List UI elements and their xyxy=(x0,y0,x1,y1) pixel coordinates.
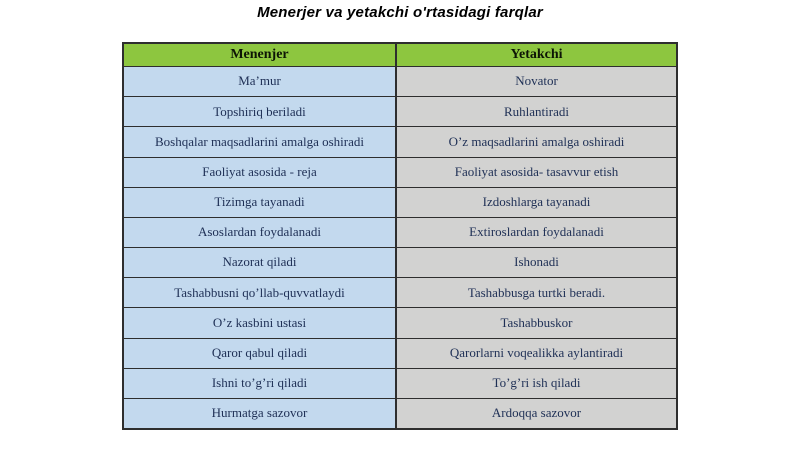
yetakchi-cell: Izdoshlarga tayanadi xyxy=(395,188,676,217)
menenjer-cell: Nazorat qiladi xyxy=(124,248,395,277)
table-row xyxy=(124,217,676,247)
table-row xyxy=(124,277,676,307)
menenjer-cell: Asoslardan foydalanadi xyxy=(124,218,395,247)
yetakchi-cell: Tashabbuskor xyxy=(395,308,676,337)
table-row xyxy=(124,187,676,217)
menenjer-cell: Tizimga tayanadi xyxy=(124,188,395,217)
table-body xyxy=(124,66,676,428)
yetakchi-cell: Ruhlantiradi xyxy=(395,97,676,126)
menenjer-cell: Ishni to’g’ri qiladi xyxy=(124,369,395,398)
comparison-table xyxy=(122,42,678,430)
menenjer-cell: Qaror qabul qiladi xyxy=(124,339,395,368)
menenjer-cell: Faoliyat asosida - reja xyxy=(124,158,395,187)
yetakchi-cell: Tashabbusga turtki beradi. xyxy=(395,278,676,307)
yetakchi-cell: Ishonadi xyxy=(395,248,676,277)
menenjer-cell: O’z kasbini ustasi xyxy=(124,308,395,337)
yetakchi-cell: O’z maqsadlarini amalga oshiradi xyxy=(395,127,676,156)
menenjer-cell: Ma’mur xyxy=(124,67,395,96)
column-header-menenjer: Menenjer xyxy=(230,47,289,62)
yetakchi-cell: Faoliyat asosida- tasavvur etish xyxy=(395,158,676,187)
menenjer-cell: Tashabbusni qo’llab-quvvatlaydi xyxy=(124,278,395,307)
menenjer-cell: Hurmatga sazovor xyxy=(124,399,395,428)
table-row xyxy=(124,66,676,96)
yetakchi-cell: Qarorlarni voqealikka aylantiradi xyxy=(395,339,676,368)
table-row xyxy=(124,126,676,156)
table-row xyxy=(124,338,676,368)
page-title: Menerjer va yetakchi o'rtasidagi farqlar xyxy=(257,4,543,21)
yetakchi-cell: Extiroslardan foydalanadi xyxy=(395,218,676,247)
table-header-row xyxy=(124,44,676,66)
menenjer-cell: Topshiriq beriladi xyxy=(124,97,395,126)
table-row xyxy=(124,247,676,277)
yetakchi-cell: Ardoqqa sazovor xyxy=(395,399,676,428)
table-row xyxy=(124,157,676,187)
table-row xyxy=(124,368,676,398)
yetakchi-cell: Novator xyxy=(395,67,676,96)
table-row xyxy=(124,398,676,428)
table-row xyxy=(124,307,676,337)
yetakchi-cell: To’g’ri ish qiladi xyxy=(395,369,676,398)
table-row xyxy=(124,96,676,126)
menenjer-cell: Boshqalar maqsadlarini amalga oshiradi xyxy=(124,127,395,156)
column-header-yetakchi: Yetakchi xyxy=(395,44,676,66)
